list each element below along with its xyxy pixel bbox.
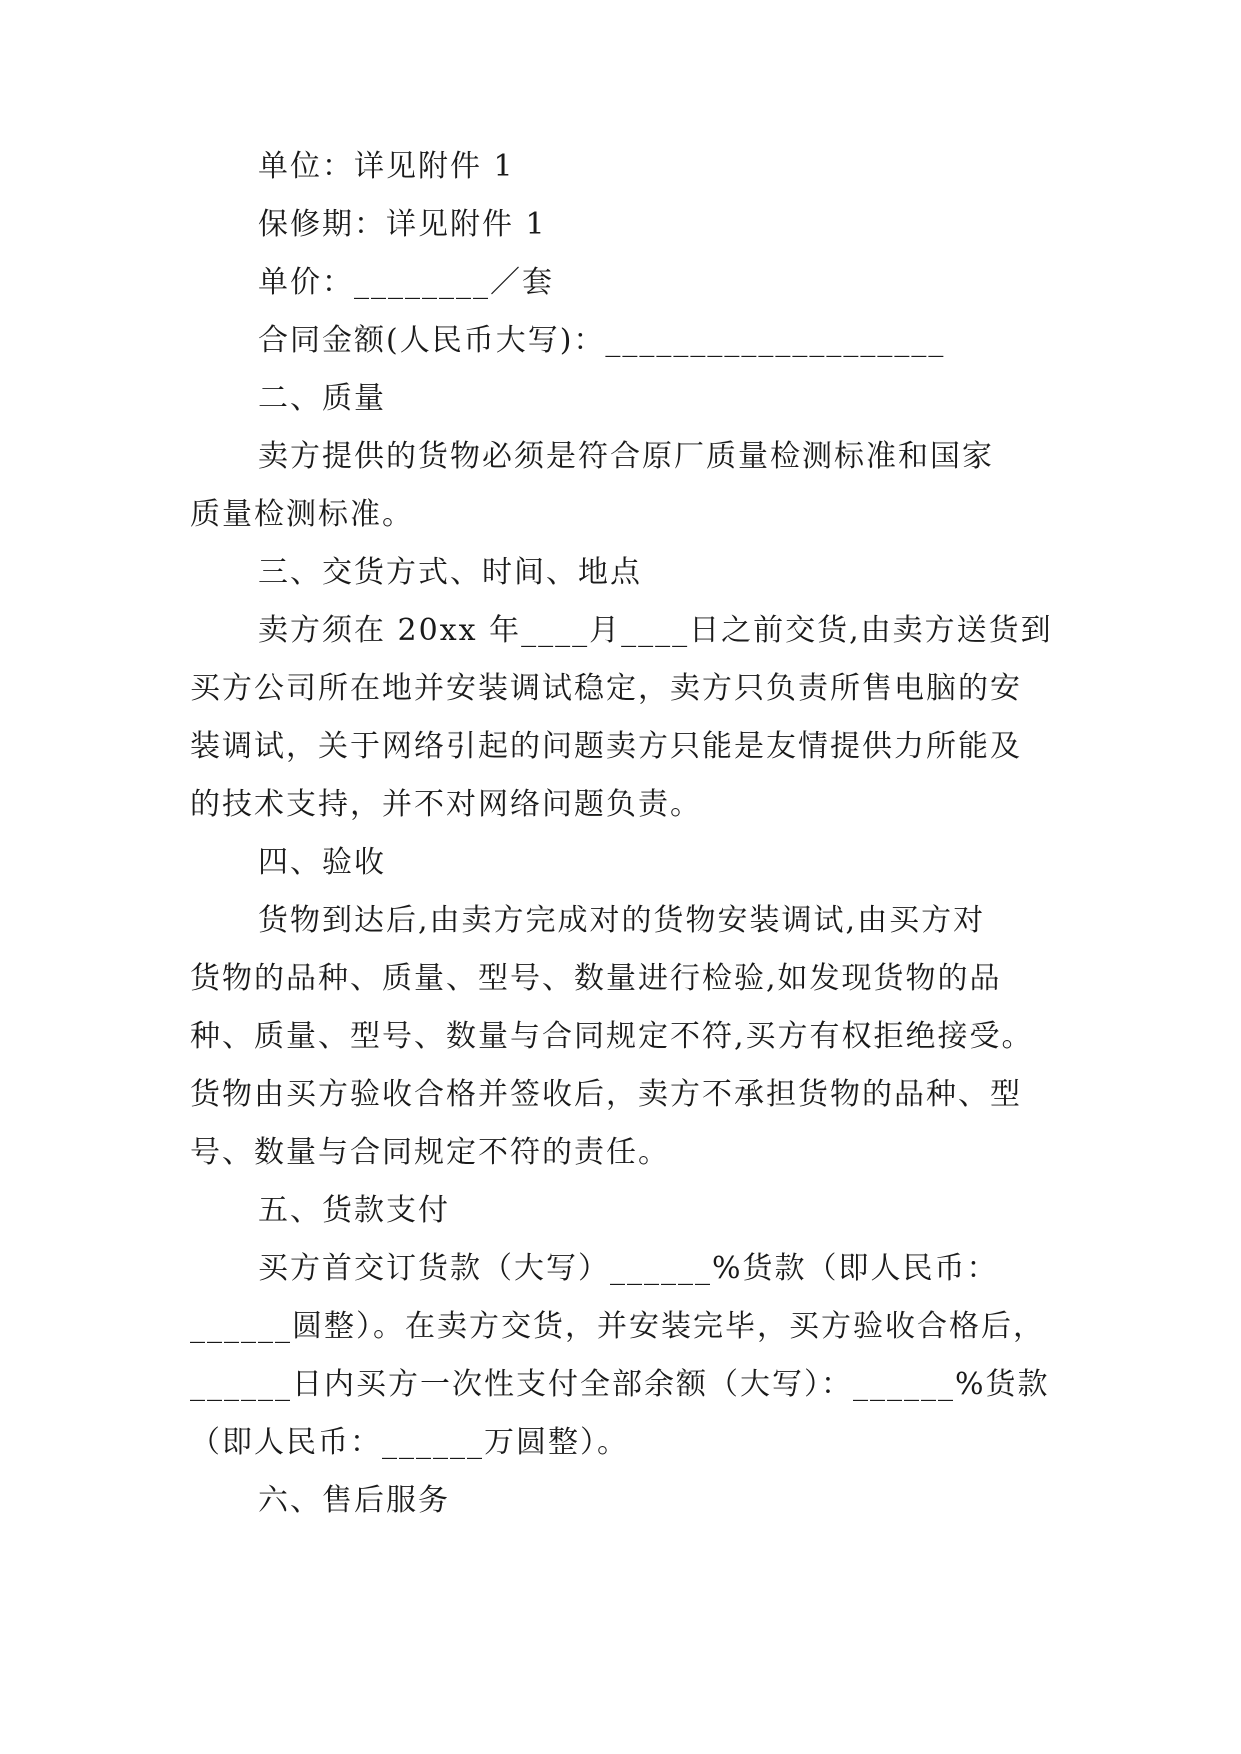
payment-paragraph-line: （即人民币：______万圆整）。 (190, 1425, 629, 1460)
delivery-paragraph-line: 卖方须在 20xx 年____月____日之前交货,由卖方送货到 (258, 613, 1053, 648)
acceptance-paragraph-line: 种、质量、型号、数量与合同规定不符,买方有权拒绝接受。 (190, 1019, 1034, 1054)
warranty-line: 保修期：详见附件 1 (258, 207, 547, 242)
quality-paragraph-line: 卖方提供的货物必须是符合原厂质量检测标准和国家 (258, 439, 994, 474)
delivery-paragraph-line: 的技术支持，并不对网络问题负责。 (190, 787, 702, 822)
unit-line: 单位：详见附件 1 (258, 149, 515, 184)
acceptance-paragraph-line: 货物由买方验收合格并签收后，卖方不承担货物的品种、型 (190, 1077, 1022, 1112)
acceptance-paragraph-line: 货物的品种、质量、型号、数量进行检验,如发现货物的品 (190, 961, 1002, 996)
contract-amount-line: 合同金额(人民币大写)：____________________ (258, 323, 946, 358)
section-heading-acceptance: 四、验收 (258, 845, 386, 880)
payment-paragraph-line: ______圆整）。在卖方交货，并安装完毕，买方验收合格后， (190, 1309, 1045, 1344)
quality-paragraph-line: 质量检测标准。 (190, 497, 414, 532)
payment-paragraph-line: ______日内买方一次性支付全部余额（大写）：______%货款 (190, 1367, 1050, 1402)
section-heading-after-sales: 六、售后服务 (258, 1483, 450, 1518)
delivery-paragraph-line: 装调试，关于网络引起的问题卖方只能是友情提供力所能及 (190, 729, 1022, 764)
section-heading-payment: 五、货款支付 (258, 1193, 450, 1228)
section-heading-quality: 二、质量 (258, 381, 386, 416)
unit-price-line: 单价：________／套 (258, 265, 554, 300)
payment-paragraph-line: 买方首交订货款（大写）______%货款（即人民币： (258, 1251, 999, 1286)
section-heading-delivery: 三、交货方式、时间、地点 (258, 555, 642, 590)
delivery-paragraph-line: 买方公司所在地并安装调试稳定，卖方只负责所售电脑的安 (190, 671, 1022, 706)
acceptance-paragraph-line: 货物到达后,由卖方完成对的货物安装调试,由买方对 (258, 903, 986, 938)
acceptance-paragraph-line: 号、数量与合同规定不符的责任。 (190, 1135, 670, 1170)
